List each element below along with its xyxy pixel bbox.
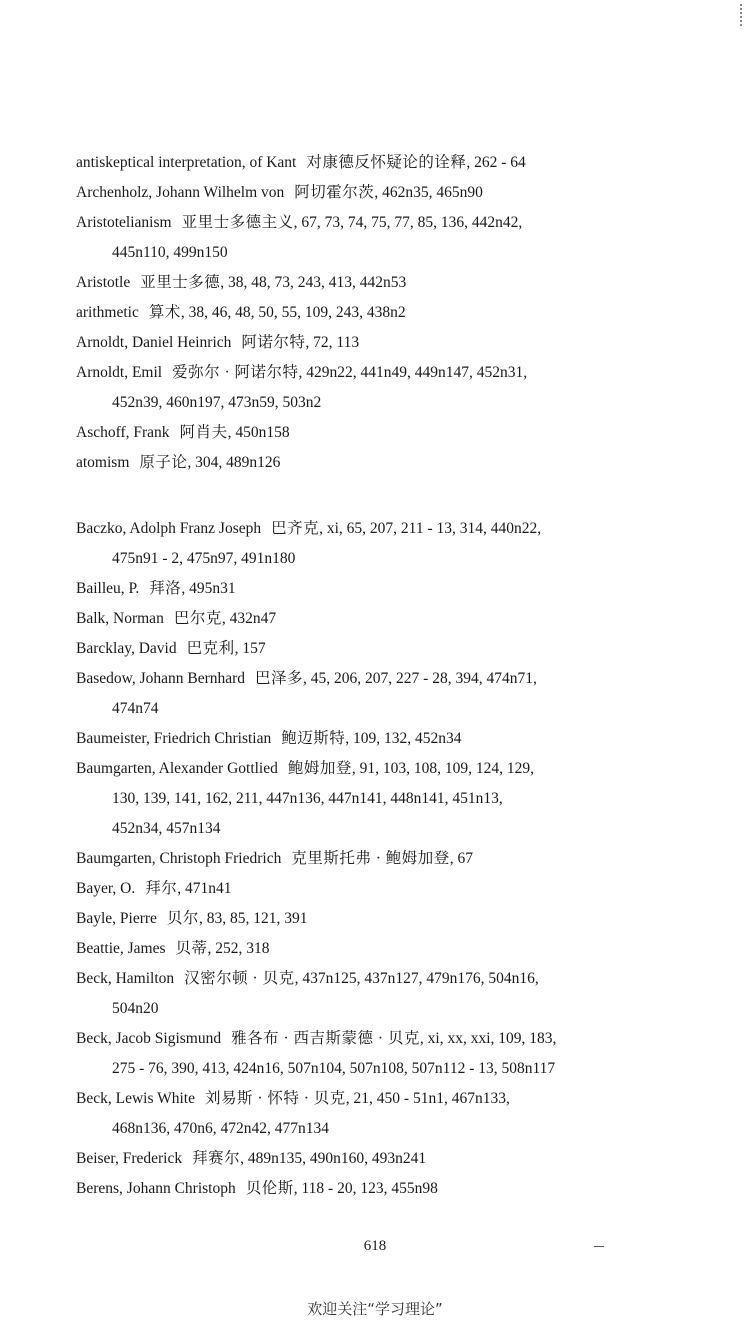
group-gap [76,478,706,514]
entry-term: Balk, Norman [76,610,164,627]
entry-term: Beiser, Frederick [76,1150,183,1167]
entry-page-refs: , 91, 103, 108, 109, 124, 129, [351,760,535,777]
entry-first-line [76,964,706,994]
entry-term: Basedow, Johann Bernhard [76,670,246,687]
entry-term: Arnoldt, Emil [76,364,163,381]
entry-first-line [76,328,706,358]
entry-chinese-name: 拜洛 [149,580,182,597]
index-entry [76,298,706,328]
entry-chinese-name: 贝伦斯 [245,1180,294,1197]
index-group-a [76,148,706,478]
entry-continuation-line: 474n74 [112,700,159,717]
entry-page-refs: , xi, xx, xxi, 109, 183, [419,1030,557,1047]
entry-term: arithmetic [76,304,139,321]
entry-term: Archenholz, Johann Wilhelm von [76,184,285,201]
entry-chinese-name: 克里斯托弗 · 鲍姆加登 [291,850,450,867]
entry-term: Bayle, Pierre [76,910,157,927]
entry-page-refs: , 45, 206, 207, 227 - 28, 394, 474n71, [303,670,537,687]
entry-chinese-name: 刘易斯 · 怀特 · 贝克 [204,1090,346,1107]
entry-page-refs: , 262 - 64 [466,154,526,171]
index-entry [76,934,706,964]
entry-chinese-name: 算术 [148,304,181,321]
entry-first-line [76,574,706,604]
entry-continuation-line: 504n20 [112,1000,159,1017]
entry-term: Aristotelianism [76,214,172,231]
entry-page-refs: , 83, 85, 121, 391 [198,910,308,927]
entry-chinese-name: 亚里士多德 [140,274,221,291]
entry-first-line [76,1024,706,1054]
entry-term: Berens, Johann Christoph [76,1180,236,1197]
index-group-b [76,514,706,1204]
entry-first-line [76,604,706,634]
entry-continuation-line: 452n39, 460n197, 473n59, 503n2 [112,394,322,411]
index-entry [76,754,706,844]
entry-chinese-name: 爱弥尔 · 阿诺尔特 [172,364,299,381]
entry-term: Beck, Hamilton [76,970,175,987]
entry-first-line [76,448,706,478]
index-entry [76,448,706,478]
entry-first-line [76,1144,706,1174]
entry-chinese-name: 贝蒂 [175,940,208,957]
entry-chinese-name: 拜尔 [145,880,178,897]
entry-term: Baumgarten, Christoph Friedrich [76,850,282,867]
entry-chinese-name: 原子论 [139,454,188,471]
entry-page-refs: , 109, 132, 452n34 [345,730,462,747]
index-entry [76,664,706,724]
entry-page-refs: , 67, 73, 74, 75, 77, 85, 136, 442n42, [293,214,523,231]
entry-chinese-name: 阿肖夫 [179,424,228,441]
entry-chinese-name: 雅各布 · 西吉斯蒙德 · 贝克 [231,1030,420,1047]
entry-first-line [76,934,706,964]
index-entry [76,1144,706,1174]
entry-page-refs: , 450n158 [227,424,290,441]
entry-page-refs: , 252, 318 [207,940,270,957]
entry-page-refs: , 38, 46, 48, 50, 55, 109, 243, 438n2 [180,304,406,321]
entry-page-refs: , 67 [449,850,474,867]
index-entry [76,634,706,664]
entry-first-line [76,358,706,388]
page-number: 618 [363,1238,387,1254]
entry-term: Baczko, Adolph Franz Joseph [76,520,262,537]
entry-first-line [76,1174,706,1204]
index-entry [76,604,706,634]
entry-chinese-name: 巴泽多 [255,670,304,687]
entry-first-line [76,418,706,448]
index-entry [76,1174,706,1204]
entry-first-line [76,298,706,328]
entry-page-refs: , 118 - 20, 123, 455n98 [293,1180,438,1197]
index-entry [76,268,706,298]
entry-page-refs: , 437n125, 437n127, 479n176, 504n16, [294,970,539,987]
entry-chinese-name: 阿诺尔特 [241,334,306,351]
index-entry [76,178,706,208]
entry-page-refs: , 21, 450 - 51n1, 467n133, [345,1090,510,1107]
entry-first-line [76,634,706,664]
entry-chinese-name: 鲍迈斯特 [281,730,346,747]
entry-term: Bailleu, P. [76,580,140,597]
entry-first-line [76,178,706,208]
entry-chinese-name: 拜赛尔 [192,1150,241,1167]
entry-first-line [76,208,706,238]
index-entry [76,358,706,418]
entry-term: Beck, Jacob Sigismund [76,1030,222,1047]
entry-term: Aristotle [76,274,131,291]
entry-term: Arnoldt, Daniel Heinrich [76,334,232,351]
index-entry [76,148,706,178]
entry-chinese-name: 对康德反怀疑论的诠释 [306,154,467,171]
index-entry [76,328,706,358]
index-entry [76,844,706,874]
entry-continuation-line: 468n136, 470n6, 472n42, 477n134 [112,1120,329,1137]
entry-first-line [76,148,706,178]
entry-first-line [76,754,706,784]
entry-page-refs: , 72, 113 [305,334,360,351]
entry-continuation-line: 452n34, 457n134 [112,820,221,837]
entry-page-refs: , 157 [234,640,266,657]
entry-term: Baumeister, Friedrich Christian [76,730,272,747]
entry-first-line [76,874,706,904]
footer-note: 欢迎关注“学习理论” [307,1300,443,1318]
entry-chinese-name: 巴克利 [186,640,235,657]
entry-first-line [76,268,706,298]
entry-page-refs: , 462n35, 465n90 [374,184,483,201]
entry-term: Beck, Lewis White [76,1090,195,1107]
index-entry [76,964,706,1024]
entry-chinese-name: 巴尔克 [173,610,222,627]
entry-first-line [76,904,706,934]
entry-term: antiskeptical interpretation, of Kant [76,154,297,171]
entry-continuation-line: 130, 139, 141, 162, 211, 447n136, 447n141, 448n141, 451n13, [112,790,503,807]
index-entry [76,1084,706,1144]
entry-page-refs: , 432n47 [221,610,277,627]
entry-term: Aschoff, Frank [76,424,170,441]
entry-page-refs: , 304, 489n126 [187,454,281,471]
entry-continuation-line: 445n110, 499n150 [112,244,228,261]
entry-term: Barcklay, David [76,640,177,657]
index-entry [76,514,706,574]
entry-first-line [76,724,706,754]
index-entry [76,724,706,754]
entry-chinese-name: 贝尔 [166,910,199,927]
index-entry [76,574,706,604]
entry-chinese-name: 巴齐克 [271,520,320,537]
scan-mark [738,4,742,26]
entry-page-refs: , 495n31 [181,580,236,597]
entry-first-line [76,844,706,874]
index-entry [76,904,706,934]
entry-page-refs: , 489n135, 490n160, 493n241 [240,1150,427,1167]
entry-term: Bayer, O. [76,880,136,897]
entry-page-refs: , xi, 65, 207, 211 - 13, 314, 440n22, [319,520,542,537]
entry-page-refs: , 429n22, 441n49, 449n147, 452n31, [298,364,528,381]
entry-first-line [76,1084,706,1114]
entry-term: Baumgarten, Alexander Gottlied [76,760,278,777]
entry-page-refs: , 471n41 [177,880,232,897]
entry-chinese-name: 鲍姆加登 [287,760,352,777]
entry-first-line [76,514,706,544]
entry-chinese-name: 汉密尔顿 · 贝克 [184,970,295,987]
entry-term: atomism [76,454,130,471]
entry-term: Beattie, James [76,940,166,957]
index-entry [76,874,706,904]
entry-first-line [76,664,706,694]
entry-continuation-line: 275 - 76, 390, 413, 424n16, 507n104, 507n108, 507n112 - 13, 508n117 [112,1060,556,1077]
index-entry [76,418,706,448]
index-entry [76,1024,706,1084]
index-list [76,148,706,1204]
entry-chinese-name: 阿切霍尔茨 [294,184,375,201]
entry-page-refs: , 38, 48, 73, 243, 413, 442n53 [220,274,407,291]
entry-continuation-line: 475n91 - 2, 475n97, 491n180 [112,550,296,567]
index-entry [76,208,706,268]
entry-chinese-name: 亚里士多德主义 [181,214,294,231]
